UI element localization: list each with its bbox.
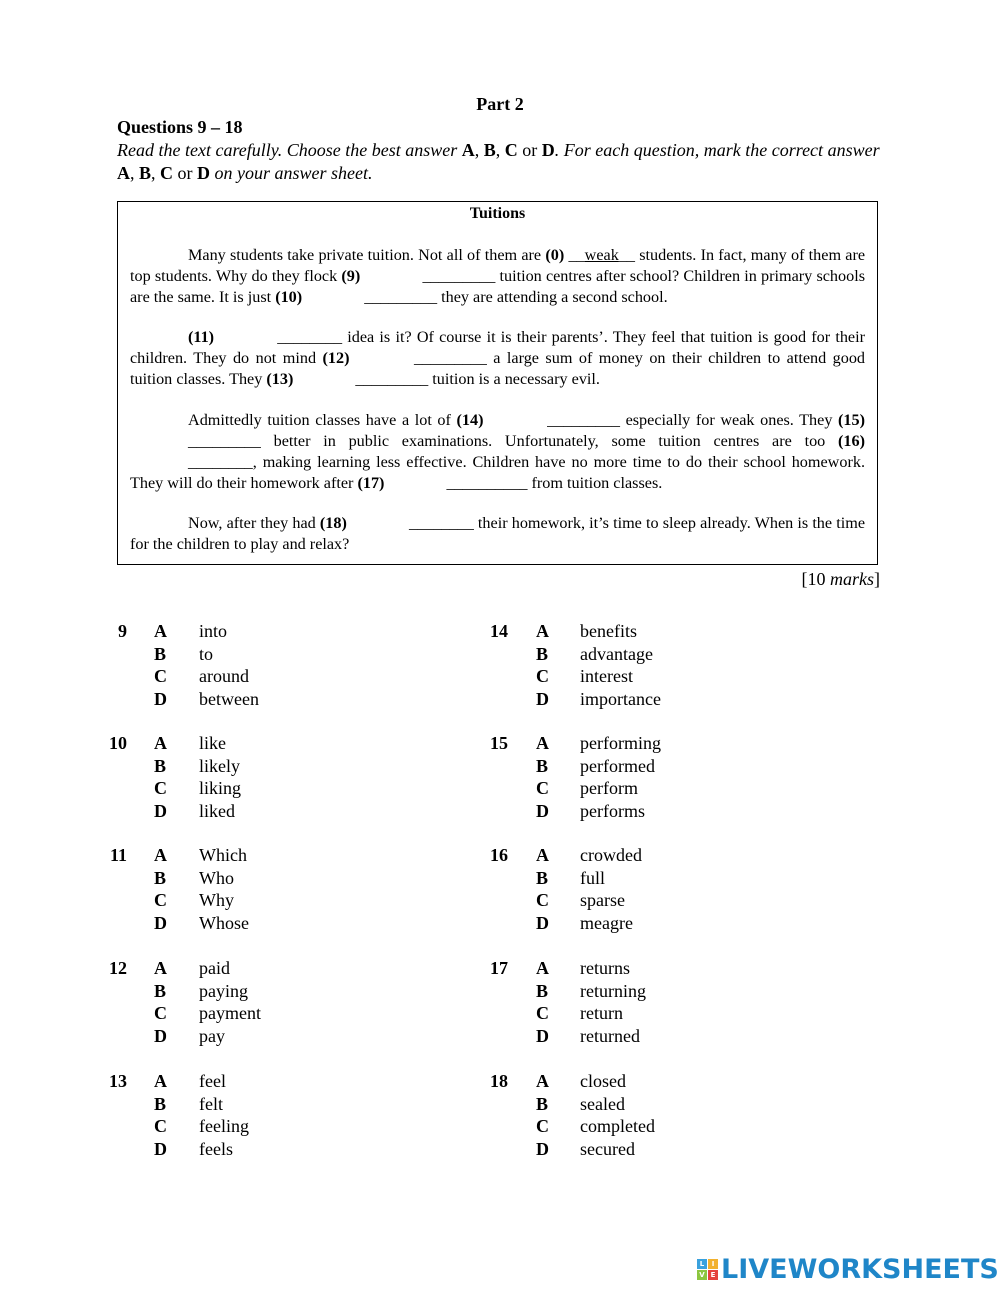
option-letter: A [536, 845, 549, 865]
option-text[interactable]: meagre [580, 912, 633, 933]
option-text[interactable]: pay [199, 1025, 225, 1046]
option-text[interactable]: feels [199, 1138, 233, 1159]
option-letter: B [154, 643, 167, 664]
example-answer: weak [584, 246, 619, 264]
option-letter: B [536, 867, 549, 888]
option-text[interactable]: advantage [580, 643, 653, 664]
option-letter: A [154, 845, 167, 865]
blank-9[interactable]: _________ [422, 267, 496, 285]
option-text[interactable]: sealed [580, 1093, 625, 1114]
option-letter: B [536, 643, 549, 664]
option-text[interactable]: likely [199, 755, 240, 776]
option-letter: D [536, 800, 549, 821]
option-text[interactable]: performs [580, 800, 645, 821]
blank-13[interactable]: _________ [355, 370, 429, 388]
blank-17[interactable]: __________ [446, 474, 528, 492]
option-letter: D [154, 1138, 167, 1159]
option-text[interactable]: closed [580, 1071, 626, 1091]
option-letter: D [536, 1025, 549, 1046]
option-text[interactable]: performed [580, 755, 655, 776]
option-text[interactable]: full [580, 867, 605, 888]
blank-12[interactable]: _________ [413, 349, 487, 367]
option-letter: D [154, 912, 167, 933]
option-letter: D [154, 800, 167, 821]
option-letter: C [154, 666, 167, 687]
passage-box [117, 201, 878, 565]
question-number: 10 [109, 733, 127, 753]
passage-paragraph-4: Now, after they had (18) ________ their homework, it’s time to sleep already. When is the time for the children to play and relax? [130, 514, 866, 553]
option-text[interactable]: liked [199, 800, 235, 821]
question-number: 15 [490, 733, 508, 753]
option-text[interactable]: into [199, 621, 228, 641]
passage-title: Tuitions [469, 205, 526, 222]
option-letter: C [536, 778, 549, 799]
option-letter: D [536, 688, 549, 709]
question-number: 11 [109, 845, 127, 865]
part-title: Part 2 [476, 94, 524, 114]
option-letter: D [536, 1138, 549, 1159]
blank-15[interactable]: _________ [188, 432, 261, 450]
option-text[interactable]: benefits [580, 621, 637, 641]
option-letter: C [154, 890, 167, 911]
option-text[interactable]: to [199, 643, 214, 664]
option-text[interactable]: payment [199, 1003, 261, 1024]
option-text[interactable]: around [199, 666, 249, 687]
option-letter: B [536, 755, 549, 776]
blank-11[interactable]: ________ [277, 328, 343, 346]
option-text[interactable]: returning [580, 980, 646, 1001]
option-letter: B [154, 755, 167, 776]
blank-16[interactable]: ________ [188, 453, 253, 471]
liveworksheets-logo [697, 1254, 999, 1285]
option-text[interactable]: performing [580, 733, 661, 753]
option-letter: A [154, 733, 167, 753]
option-text[interactable]: like [199, 733, 226, 753]
option-text[interactable]: Why [199, 890, 234, 911]
option-text[interactable]: between [199, 688, 259, 709]
option-letter: A [154, 621, 167, 641]
option-letter: A [536, 958, 549, 978]
option-text[interactable]: returned [580, 1025, 640, 1046]
instructions: Read the text carefully. Choose the best answer A, B, C or D. For each question, mark the correct answer A, B, C or D on your answer sheet. [117, 140, 880, 183]
option-text[interactable]: liking [199, 778, 242, 799]
option-letter: A [536, 733, 549, 753]
option-text[interactable]: completed [580, 1116, 655, 1137]
option-letter: D [536, 912, 549, 933]
option-text[interactable]: importance [580, 688, 661, 709]
passage-paragraph-3: Admittedly tuition classes have a lot of (14) _________ especially for weak ones. They (15) _________ better in public examinations. Unfortunately, some tuition centres are too (16) ________, making learning less effective. Children have no more time to do their school homework. They will do their homework after (17) __________ from tuition classes. [130, 411, 866, 492]
option-text[interactable]: Who [199, 867, 234, 888]
option-text[interactable]: Which [199, 845, 247, 865]
option-letter: B [154, 867, 167, 888]
question-number: 12 [109, 958, 127, 978]
option-text[interactable]: felt [199, 1093, 223, 1114]
option-text[interactable]: Whose [199, 912, 249, 933]
question-number: 14 [490, 621, 508, 641]
option-letter: C [536, 1003, 549, 1024]
option-letter: C [536, 666, 549, 687]
option-letter: B [536, 980, 549, 1001]
option-text[interactable]: sparse [580, 890, 625, 911]
option-letter: C [536, 1116, 549, 1137]
question-number: 13 [109, 1071, 127, 1091]
passage-paragraph-1: Many students take private tuition. Not all of them are (0) __weak__ students. In fact, many of them are top students. Why do they flock (9) _________ tuition centres after school? Children in primary schools are the same. It is just (10) _________ they are attending a second school. [130, 246, 866, 306]
option-text[interactable]: paid [199, 958, 230, 978]
question-number: 17 [490, 958, 508, 978]
option-letter: D [154, 1025, 167, 1046]
option-text[interactable]: feeling [199, 1116, 249, 1137]
marks-label: [10 marks] [801, 569, 880, 589]
question-number: 18 [490, 1071, 508, 1091]
option-text[interactable]: feel [199, 1071, 226, 1091]
option-letter: A [536, 621, 549, 641]
question-number: 16 [490, 845, 508, 865]
option-letter: B [536, 1093, 549, 1114]
option-letter: B [154, 980, 167, 1001]
option-letter: C [154, 1003, 167, 1024]
option-text[interactable]: return [580, 1003, 623, 1024]
passage-paragraph-2: (11) ________ idea is it? Of course it is their parents’. They feel that tuition is good for their children. They do not mind (12) _________ a large sum of money on their children to attend good tuition classes. They (13) _________ tuition is a necessary evil. [130, 328, 866, 388]
option-letter: A [154, 1071, 167, 1091]
option-text[interactable]: interest [580, 666, 633, 687]
option-letter: C [154, 778, 167, 799]
logo-text: LIVEWORKSHEETS [721, 1254, 999, 1285]
option-text[interactable]: paying [199, 980, 248, 1001]
option-letter: D [154, 688, 167, 709]
option-letter: B [154, 1093, 167, 1114]
option-text[interactable]: returns [580, 958, 630, 978]
logo-tiles-icon: L I V E [697, 1259, 718, 1280]
option-text[interactable]: perform [580, 778, 638, 799]
option-letter: A [536, 1071, 549, 1091]
blank-10[interactable]: _________ [364, 288, 438, 306]
option-text[interactable]: crowded [580, 845, 642, 865]
questions-range: Questions 9 – 18 [117, 117, 243, 137]
question-number: 9 [118, 621, 127, 641]
option-letter: A [154, 958, 167, 978]
blank-14[interactable]: _________ [547, 411, 620, 429]
blank-18[interactable]: ________ [409, 514, 474, 532]
option-letter: C [154, 1116, 167, 1137]
option-text[interactable]: secured [580, 1138, 635, 1159]
option-letter: C [536, 890, 549, 911]
